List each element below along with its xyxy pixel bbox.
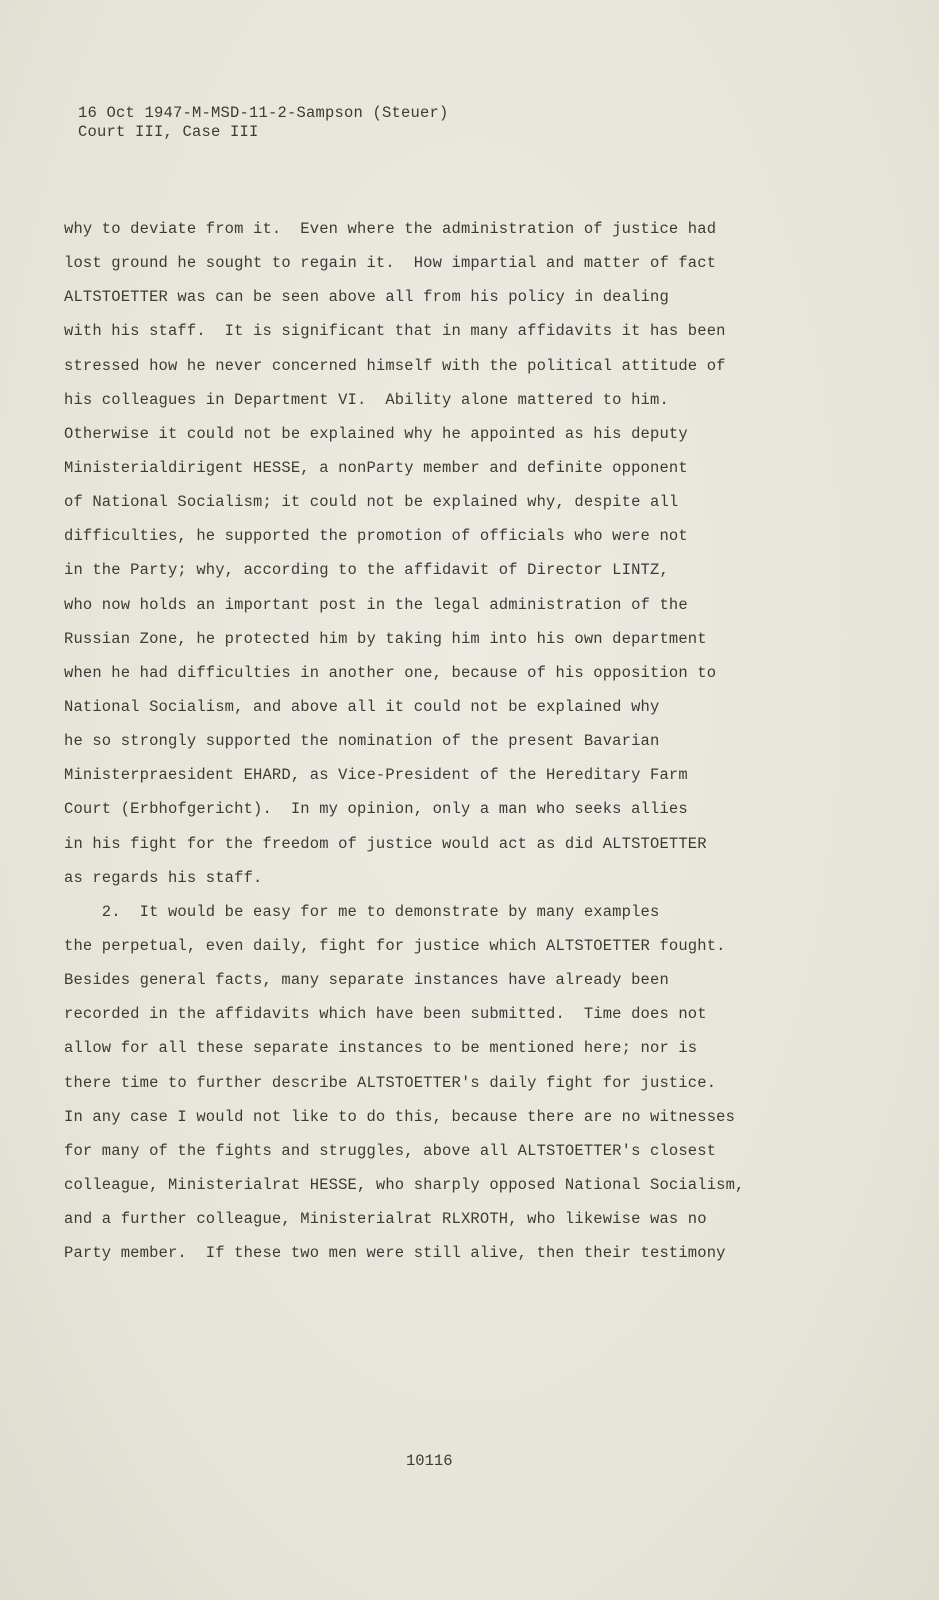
text-line: ALTSTOETTER was can be seen above all from his policy in dealing <box>64 288 669 307</box>
text-line: National Socialism, and above all it could not be explained why <box>64 697 660 716</box>
text-line: there time to further describe ALTSTOETTER's daily fight for justice. <box>64 1073 717 1092</box>
page-number: 10116 <box>406 1452 453 1470</box>
text-line: the perpetual, even daily, fight for justice which ALTSTOETTER fought. <box>64 936 726 955</box>
text-line: 2. It would be easy for me to demonstrate by many examples <box>64 902 660 921</box>
text-line: and a further colleague, Ministerialrat RLXROTH, who likewise was no <box>64 1210 707 1229</box>
header-line-2: Court III, Case III <box>78 123 259 141</box>
text-line: stressed how he never concerned himself with the political attitude of <box>64 356 726 375</box>
text-line: In any case I would not like to do this, because there are no witnesses <box>64 1107 736 1126</box>
header-line-1: 16 Oct 1947-M-MSD-11-2-Sampson (Steuer) <box>78 104 449 122</box>
text-line: with his staff. It is significant that in many affidavits it has been <box>64 322 726 341</box>
document-header <box>78 104 449 142</box>
text-line: of National Socialism; it could not be explained why, despite all <box>64 493 679 512</box>
text-line: Court (Erbhofgericht). In my opinion, only a man who seeks allies <box>64 800 688 819</box>
text-line: when he had difficulties in another one, because of his opposition to <box>64 663 717 682</box>
text-line: lost ground he sought to regain it. How impartial and matter of fact <box>64 254 717 273</box>
text-line: recorded in the affidavits which have been submitted. Time does not <box>64 1005 707 1024</box>
text-line: why to deviate from it. Even where the administration of justice had <box>64 220 717 238</box>
text-line: his colleagues in Department VI. Ability alone mattered to him. <box>64 390 669 409</box>
text-line: allow for all these separate instances to be mentioned here; nor is <box>64 1039 698 1058</box>
text-line: Party member. If these two men were still alive, then their testimony <box>64 1244 726 1263</box>
text-line: for many of the fights and struggles, above all ALTSTOETTER's closest <box>64 1141 717 1160</box>
text-line: Besides general facts, many separate instances have already been <box>64 971 669 990</box>
text-line: Ministerpraesident EHARD, as Vice-President of the Hereditary Farm <box>64 766 688 785</box>
text-line: who now holds an important post in the legal administration of the <box>64 595 688 614</box>
text-line: Russian Zone, he protected him by taking him into his own department <box>64 629 707 648</box>
text-line: in the Party; why, according to the affidavit of Director LINTZ, <box>64 561 669 580</box>
text-line: Otherwise it could not be explained why he appointed as his deputy <box>64 424 688 443</box>
document-body <box>64 212 864 1270</box>
text-line: as regards his staff. <box>64 868 263 887</box>
text-line: he so strongly supported the nomination of the present Bavarian <box>64 732 660 751</box>
text-line: difficulties, he supported the promotion of officials who were not <box>64 527 688 546</box>
text-line: colleague, Ministerialrat HESSE, who sharply opposed National Socialism, <box>64 1175 745 1194</box>
text-line: Ministerialdirigent HESSE, a nonParty member and definite opponent <box>64 458 688 477</box>
text-line: in his fight for the freedom of justice would act as did ALTSTOETTER <box>64 834 707 853</box>
